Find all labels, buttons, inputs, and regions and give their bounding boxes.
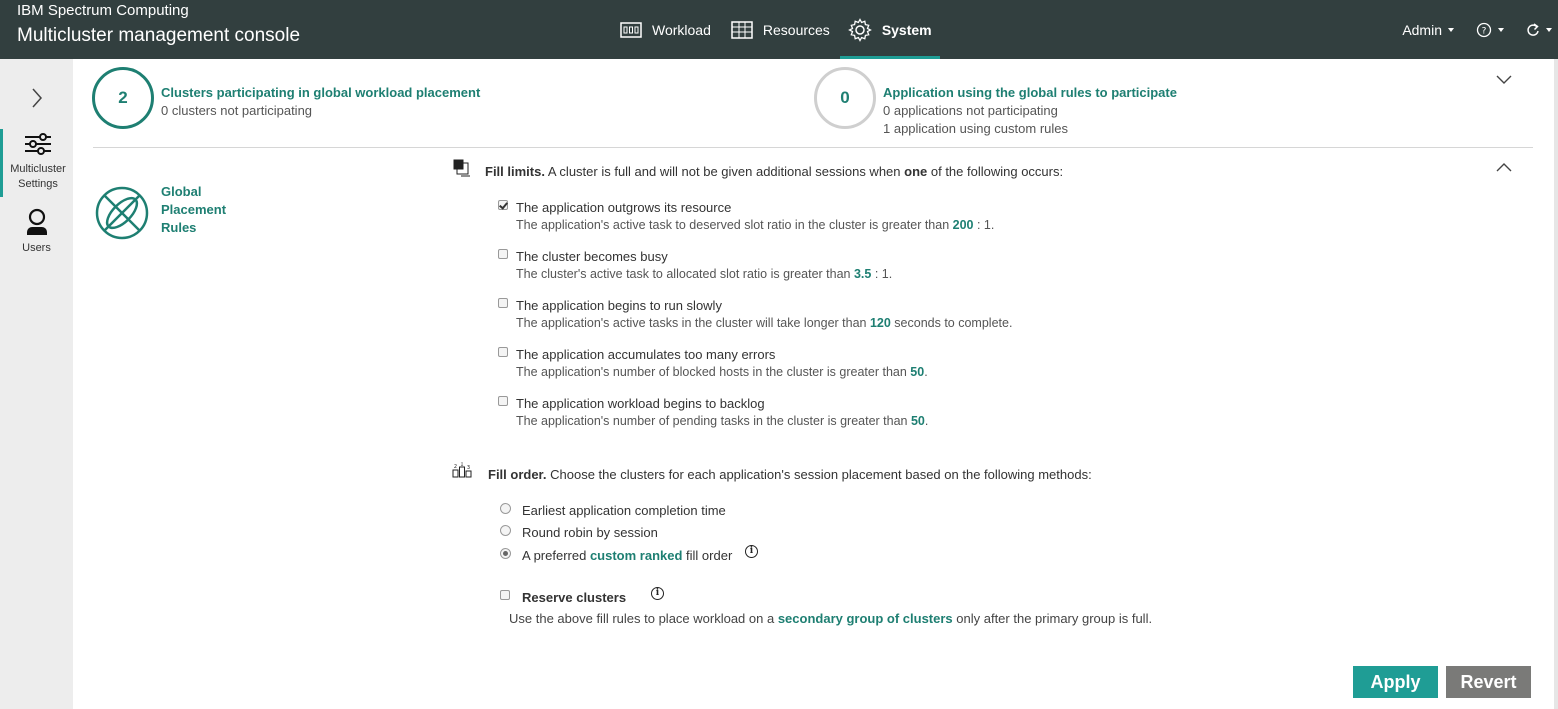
nav-resources-label: Resources: [762, 21, 830, 38]
fill-limit-desc-text: The application's active tasks in the cluster will take longer than: [516, 316, 870, 330]
global-placement-title: [161, 183, 251, 237]
svg-text:1: 1: [460, 462, 464, 468]
custom-ranked-link[interactable]: custom ranked: [589, 548, 683, 563]
title-line: Rules: [161, 220, 197, 235]
radio-label: A preferred: [522, 548, 590, 563]
fill-limit-label: The application accumulates too many errors: [516, 347, 776, 362]
apply-button[interactable]: Apply: [1353, 666, 1438, 698]
global-placement-icon: [95, 186, 149, 243]
sliders-icon: [23, 131, 53, 157]
fill-limit-label: The application begins to run slowly: [516, 298, 722, 313]
help-menu[interactable]: [1476, 22, 1504, 38]
reserve-clusters-desc: [509, 611, 1152, 626]
applications-summary-sub1: 0 applications not participating: [883, 103, 1058, 118]
fill-limit-desc: [516, 365, 928, 379]
fill-limit-desc-text: The cluster's active task to allocated slot ratio is greater than: [516, 267, 854, 281]
user-icon: [25, 208, 49, 236]
fill-limit-desc-text: : 1.: [973, 218, 995, 232]
fill-limits-text: A cluster is full and will not be given additional sessions when: [544, 164, 905, 179]
caret-down-icon: [1546, 28, 1552, 32]
fill-limits-heading: [485, 164, 1063, 179]
user-name: Admin: [1402, 21, 1442, 38]
fill-limit-value[interactable]: 3.5: [853, 267, 872, 281]
radio-custom-ranked[interactable]: [500, 548, 511, 559]
svg-text:2: 2: [453, 464, 458, 470]
help-icon: [1476, 22, 1492, 38]
sidebar-item-label: Settings: [18, 178, 58, 190]
fill-order-text: Choose the clusters for each application's session placement based on the following methods:: [546, 467, 1092, 482]
fill-limit-checkbox[interactable]: [498, 396, 508, 406]
info-icon[interactable]: i: [651, 587, 664, 600]
radio-label: fill order: [682, 548, 733, 563]
top-bar: [0, 0, 1558, 59]
clusters-summary-title[interactable]: Clusters participating in global workload placement: [161, 85, 481, 100]
top-right-menu: [1402, 0, 1558, 59]
secondary-group-link[interactable]: secondary group of clusters: [777, 611, 953, 626]
fill-limit-desc-text: The application's number of blocked hosts in the cluster is greater than: [516, 365, 911, 379]
side-nav: [0, 59, 73, 709]
fill-limits-emphasis: one: [904, 164, 928, 179]
app-title: Multicluster management console: [17, 25, 301, 46]
nav-resources[interactable]: [723, 0, 838, 59]
expand-sidebar-button[interactable]: [30, 87, 44, 112]
workload-icon: [620, 22, 642, 38]
info-icon[interactable]: i: [745, 545, 758, 558]
clusters-count-circle: 2: [92, 67, 154, 129]
chevron-right-icon: [30, 87, 44, 109]
title-line: Global: [161, 184, 202, 199]
refresh-menu[interactable]: [1526, 22, 1552, 38]
chevron-down-icon: [1496, 75, 1512, 85]
fill-limit-label: The application workload begins to backlog: [516, 396, 765, 411]
fill-limits-text: of the following occurs:: [927, 164, 1064, 179]
radio-label: Round robin by session: [522, 525, 658, 540]
resources-icon: [731, 21, 753, 39]
applications-summary-sub2: 1 application using custom rules: [883, 121, 1068, 136]
svg-text:?: ?: [1481, 26, 1487, 36]
reserve-desc-text: only after the primary group is full.: [952, 611, 1153, 626]
fill-limit-value[interactable]: 50: [910, 365, 925, 379]
fill-limit-desc: [516, 267, 892, 281]
radio-round-robin[interactable]: [500, 525, 511, 536]
fill-limit-checkbox[interactable]: [498, 347, 508, 357]
collapse-rules-button[interactable]: [1496, 160, 1512, 175]
reserve-desc-text: Use the above fill rules to place workload on a: [509, 611, 778, 626]
fill-limit-desc-text: : 1.: [871, 267, 893, 281]
scrollbar[interactable]: [1554, 59, 1558, 709]
divider: [93, 147, 1533, 148]
fill-limit-desc-text: The application's active task to deserved slot ratio in the cluster is greater than: [516, 218, 953, 232]
fill-limit-checkbox[interactable]: [498, 249, 508, 259]
fill-limit-desc-text: .: [924, 365, 928, 379]
applications-summary-title[interactable]: Application using the global rules to participate: [883, 85, 1177, 100]
nav-workload-label: Workload: [652, 21, 711, 38]
fill-limits-title: Fill limits.: [485, 164, 545, 179]
fill-limit-desc: [516, 218, 994, 232]
nav-system[interactable]: [840, 0, 940, 59]
title-line: Placement: [161, 202, 227, 217]
revert-button[interactable]: Revert: [1446, 666, 1531, 698]
fill-limits-icon: [453, 159, 471, 180]
fill-limit-desc: [516, 316, 1012, 330]
svg-text:3: 3: [466, 465, 471, 471]
fill-order-title: Fill order.: [488, 467, 547, 482]
sidebar-item-label: Multicluster: [10, 163, 66, 175]
radio-earliest-completion[interactable]: [500, 503, 511, 514]
sidebar-item-label: Users: [22, 242, 51, 254]
fill-order-heading: [488, 467, 1092, 482]
applications-count-circle: 0: [814, 67, 876, 129]
radio-label: Earliest application completion time: [522, 503, 726, 518]
reserve-clusters-checkbox[interactable]: [500, 590, 510, 600]
fill-limit-value[interactable]: 200: [952, 218, 974, 232]
fill-limit-checkbox[interactable]: [498, 200, 508, 210]
fill-order-icon: [452, 462, 472, 481]
clusters-summary-sub: 0 clusters not participating: [161, 103, 313, 118]
fill-limit-desc-text: The application's number of pending tasks in the cluster is greater than: [516, 414, 911, 428]
expand-summary-button[interactable]: [1496, 73, 1512, 88]
fill-limit-label: The cluster becomes busy: [516, 249, 668, 264]
caret-down-icon: [1498, 28, 1504, 32]
radio-label-custom: [522, 548, 732, 563]
reserve-clusters-label: Reserve clusters: [522, 590, 627, 605]
main-nav: [612, 0, 940, 59]
fill-limit-checkbox[interactable]: [498, 298, 508, 308]
sidebar-item-users[interactable]: [0, 208, 73, 260]
brand-small: IBM Spectrum Computing: [17, 2, 189, 19]
gear-icon: [848, 18, 872, 42]
fill-limit-desc: [516, 414, 928, 428]
nav-workload[interactable]: [612, 0, 719, 59]
fill-limit-desc-text: seconds to complete.: [890, 316, 1013, 330]
fill-limit-value[interactable]: 120: [869, 316, 891, 330]
chevron-up-icon: [1496, 162, 1512, 172]
fill-limit-value[interactable]: 50: [910, 414, 925, 428]
fill-limit-desc-text: .: [924, 414, 929, 428]
caret-down-icon: [1448, 28, 1454, 32]
sidebar-item-multicluster-settings[interactable]: [0, 129, 73, 197]
nav-system-label: System: [881, 21, 932, 38]
refresh-icon: [1526, 22, 1540, 38]
user-menu[interactable]: [1402, 22, 1454, 38]
fill-limit-label: The application outgrows its resource: [516, 200, 732, 215]
